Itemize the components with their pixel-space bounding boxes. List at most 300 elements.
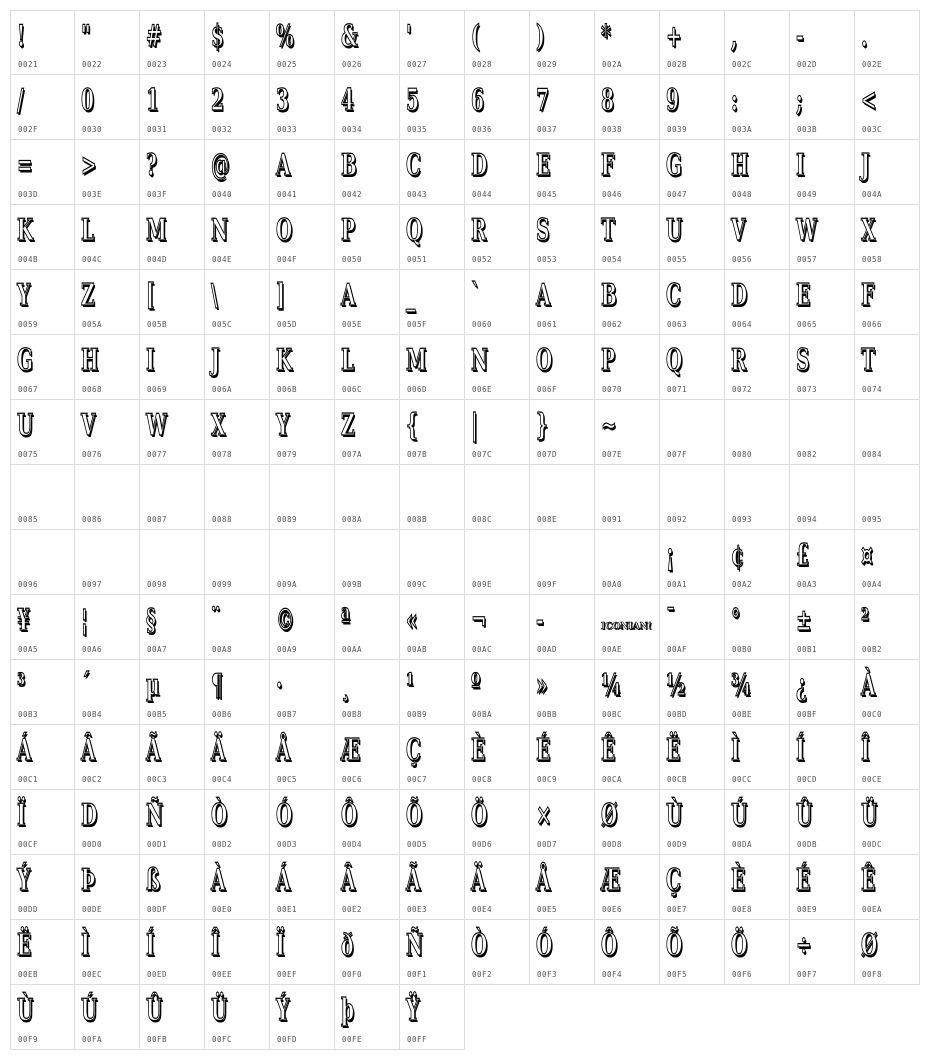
glyph-code: 00FA (82, 1035, 103, 1044)
glyph-sample (471, 538, 502, 574)
glyph-code: 0027 (407, 60, 428, 69)
glyph-code: 00AA (342, 645, 363, 654)
glyph-sample: ) (536, 19, 545, 54)
glyph-cell (595, 855, 660, 920)
glyph-cell (725, 140, 790, 205)
glyph-cell (855, 595, 920, 660)
glyph-cell (140, 725, 205, 790)
glyph-sample: Ó (276, 798, 293, 833)
glyph-code: 00EA (862, 905, 883, 914)
glyph-sample: Ù (666, 798, 683, 833)
glyph-cell (855, 660, 920, 725)
glyph-code: 0045 (537, 190, 558, 199)
glyph-code: 00A9 (277, 645, 298, 654)
glyph-cell (10, 790, 75, 855)
glyph-cell (725, 725, 790, 790)
glyph-sample: L (81, 213, 95, 248)
glyph-cell (660, 205, 725, 270)
glyph-code: 0036 (472, 125, 493, 134)
glyph-cell (790, 790, 855, 855)
glyph-sample: ¨ (211, 603, 221, 638)
glyph-cell (335, 205, 400, 270)
glyph-sample (666, 473, 697, 509)
glyph-cell (140, 270, 205, 335)
glyph-sample: E (796, 278, 811, 313)
glyph-sample: Q (406, 213, 423, 248)
glyph-cell (400, 270, 465, 335)
glyph-code: 004D (147, 255, 168, 264)
glyph-sample: Ñ (406, 928, 424, 963)
glyph-code: 00D9 (667, 840, 688, 849)
glyph-code: 0072 (732, 385, 753, 394)
glyph-cell (140, 400, 205, 465)
glyph-sample: A (341, 278, 356, 313)
glyph-sample: Ø (601, 798, 618, 833)
glyph-code: 00DF (147, 905, 168, 914)
glyph-code: 0052 (472, 255, 493, 264)
glyph-code: 0071 (667, 385, 688, 394)
glyph-code: 002F (18, 125, 39, 134)
glyph-sample (666, 408, 697, 444)
glyph-sample: ¼ (601, 668, 621, 703)
glyph-code: 0092 (667, 515, 688, 524)
glyph-sample: X (861, 213, 876, 248)
glyph-cell (205, 725, 270, 790)
glyph-sample: Z (341, 408, 355, 443)
glyph-sample (276, 473, 307, 509)
glyph-cell (75, 855, 140, 920)
glyph-cell (205, 140, 270, 205)
glyph-code: 0032 (212, 125, 233, 134)
glyph-code: 00EC (82, 970, 103, 979)
glyph-code: 00E0 (212, 905, 233, 914)
glyph-cell (530, 920, 595, 985)
glyph-code: 00D0 (82, 840, 103, 849)
glyph-sample: D (731, 278, 748, 313)
glyph-sample: # (146, 19, 162, 54)
glyph-code: 009E (472, 580, 493, 589)
glyph-cell (790, 335, 855, 400)
glyph-code: 00F5 (667, 970, 688, 979)
glyph-sample: Ò (471, 928, 488, 963)
glyph-sample: · (276, 668, 283, 703)
glyph-cell (855, 465, 920, 530)
glyph-cell (10, 10, 75, 75)
glyph-sample: 8 (601, 83, 614, 118)
glyph-cell (660, 140, 725, 205)
glyph-code: 008A (342, 515, 363, 524)
glyph-code: 0089 (277, 515, 298, 524)
glyph-code: 007B (407, 450, 428, 459)
glyph-sample: U (666, 213, 683, 248)
glyph-code: 00F8 (862, 970, 883, 979)
glyph-sample: K (17, 213, 34, 248)
glyph-cell (530, 10, 595, 75)
glyph-cell (75, 725, 140, 790)
glyph-sample: Â (81, 733, 96, 768)
glyph-cell (140, 985, 205, 1050)
glyph-sample: T (601, 213, 615, 248)
glyph-sample: $ (211, 19, 224, 54)
glyph-code: 00B8 (342, 710, 363, 719)
glyph-code: 00BD (667, 710, 688, 719)
glyph-cell (595, 140, 660, 205)
glyph-cell (725, 335, 790, 400)
glyph-cell (10, 465, 75, 530)
glyph-code: 00F6 (732, 970, 753, 979)
glyph-code: 0044 (472, 190, 493, 199)
glyph-cell (725, 205, 790, 270)
glyph-sample: ¾ (731, 668, 751, 703)
glyph-code: 002A (602, 60, 623, 69)
glyph-code: 00CE (862, 775, 883, 784)
glyph-cell (530, 595, 595, 660)
glyph-cell (660, 725, 725, 790)
glyph-sample: 7 (536, 83, 549, 118)
glyph-cell (335, 660, 400, 725)
glyph-code: 0076 (82, 450, 103, 459)
glyph-cell (400, 140, 465, 205)
glyph-code: 00EB (18, 970, 39, 979)
glyph-sample: 9 (666, 83, 679, 118)
glyph-cell (140, 10, 205, 75)
glyph-cell (855, 205, 920, 270)
glyph-code: 0086 (82, 515, 103, 524)
glyph-sample: Z (81, 278, 95, 313)
glyph-sample: G (17, 343, 33, 378)
glyph-cell (400, 10, 465, 75)
glyph-code: 006A (212, 385, 233, 394)
glyph-cell (75, 465, 140, 530)
glyph-code: 002E (862, 60, 883, 69)
glyph-cell (400, 335, 465, 400)
glyph-code: 00FD (277, 1035, 298, 1044)
glyph-code: 008C (472, 515, 493, 524)
glyph-sample: Û (796, 798, 813, 833)
glyph-cell (270, 595, 335, 660)
glyph-sample: © (276, 603, 295, 638)
glyph-cell (595, 270, 660, 335)
glyph-sample: Ý (17, 863, 31, 898)
glyph-cell (400, 75, 465, 140)
glyph-cell (205, 75, 270, 140)
glyph-sample (601, 473, 632, 509)
glyph-code: 00A2 (732, 580, 753, 589)
glyph-sample (146, 473, 177, 509)
glyph-code: 0079 (277, 450, 298, 459)
glyph-cell (660, 465, 725, 530)
glyph-cell (530, 205, 595, 270)
glyph-code: 009C (407, 580, 428, 589)
glyph-code: 004B (18, 255, 39, 264)
glyph-cell (75, 335, 140, 400)
glyph-cell (660, 400, 725, 465)
glyph-cell (855, 790, 920, 855)
glyph-code: 00BF (797, 710, 818, 719)
glyph-cell (465, 920, 530, 985)
glyph-code: 0098 (147, 580, 168, 589)
glyph-cell (75, 920, 140, 985)
glyph-cell (140, 660, 205, 725)
glyph-cell (75, 270, 140, 335)
glyph-code: 008B (407, 515, 428, 524)
glyph-code: 00FF (407, 1035, 428, 1044)
glyph-sample (81, 473, 112, 509)
glyph-code: 0094 (797, 515, 818, 524)
glyph-code: 00A6 (82, 645, 103, 654)
glyph-code: 003E (82, 190, 103, 199)
glyph-sample: K (276, 343, 293, 378)
glyph-cell (790, 920, 855, 985)
glyph-sample: > (81, 148, 97, 183)
glyph-code: 0078 (212, 450, 233, 459)
glyph-code: 00AE (602, 645, 623, 654)
glyph-sample (276, 538, 307, 574)
glyph-cell (400, 530, 465, 595)
glyph-sample: W (146, 408, 167, 443)
glyph-code: 00DC (862, 840, 883, 849)
glyph-cell (465, 660, 530, 725)
glyph-cell (400, 595, 465, 660)
glyph-sample: [ (146, 278, 155, 313)
glyph-cell (270, 400, 335, 465)
glyph-code: 004C (82, 255, 103, 264)
glyph-code: 009A (277, 580, 298, 589)
glyph-sample: À (861, 668, 876, 703)
glyph-sample (731, 408, 762, 444)
glyph-sample: B (601, 278, 617, 313)
glyph-sample: R (471, 213, 487, 248)
glyph-sample: V (731, 213, 746, 248)
glyph-cell (855, 400, 920, 465)
glyph-sample: M (406, 343, 427, 378)
glyph-sample: 4 (341, 83, 354, 118)
glyph-code: 0039 (667, 125, 688, 134)
glyph-code: 00AD (537, 645, 558, 654)
glyph-sample: Ò (211, 798, 228, 833)
glyph-sample: " (81, 19, 91, 54)
glyph-code: 00E4 (472, 905, 493, 914)
glyph-sample: P (341, 213, 355, 248)
glyph-sample: » (536, 668, 548, 703)
glyph-code: 007E (602, 450, 623, 459)
glyph-sample: Ê (861, 863, 876, 898)
glyph-sample: Å (536, 863, 551, 898)
glyph-cell (725, 270, 790, 335)
glyph-cell (465, 790, 530, 855)
glyph-sample: ' (406, 19, 412, 54)
glyph-sample: Æ (341, 733, 361, 768)
glyph-code: 0028 (472, 60, 493, 69)
glyph-cell (855, 920, 920, 985)
glyph-cell (270, 75, 335, 140)
glyph-cell (595, 920, 660, 985)
glyph-cell (790, 465, 855, 530)
glyph-cell (660, 530, 725, 595)
glyph-cell (725, 400, 790, 465)
glyph-code: 0067 (18, 385, 39, 394)
glyph-sample: Ï (17, 798, 26, 833)
glyph-sample: W (796, 213, 817, 248)
glyph-code: 0063 (667, 320, 688, 329)
glyph-cell (205, 335, 270, 400)
glyph-cell (205, 660, 270, 725)
glyph-cell (335, 530, 400, 595)
glyph-sample: D (81, 798, 98, 833)
glyph-cell (595, 530, 660, 595)
glyph-cell (660, 920, 725, 985)
glyph-cell (270, 335, 335, 400)
glyph-code: 00D1 (147, 840, 168, 849)
glyph-cell (465, 595, 530, 660)
glyph-cell (335, 75, 400, 140)
glyph-code: 00E5 (537, 905, 558, 914)
glyph-cell (270, 270, 335, 335)
glyph-code: 0095 (862, 515, 883, 524)
glyph-code: 00DE (82, 905, 103, 914)
glyph-sample (796, 408, 827, 444)
glyph-cell (855, 725, 920, 790)
glyph-code: 00C0 (862, 710, 883, 719)
glyph-code: 006D (407, 385, 428, 394)
glyph-code: 0061 (537, 320, 558, 329)
glyph-sample: Õ (666, 928, 683, 963)
glyph-code: 00F4 (602, 970, 623, 979)
glyph-sample: Ö (471, 798, 488, 833)
glyph-sample: 3 (276, 83, 289, 118)
glyph-code: 00AF (667, 645, 688, 654)
glyph-sample: H (731, 148, 749, 183)
glyph-sample: ; (796, 83, 803, 118)
glyph-sample: @ (211, 148, 230, 183)
glyph-sample: Ü (861, 798, 878, 833)
glyph-sample: / (17, 83, 24, 118)
glyph-cell (335, 985, 400, 1050)
glyph-sample: \ (211, 278, 218, 313)
glyph-sample: ¹ (406, 668, 415, 703)
glyph-code: 00FC (212, 1035, 233, 1044)
glyph-code: 00CB (667, 775, 688, 784)
glyph-code: 0031 (147, 125, 168, 134)
glyph-code: 00BA (472, 710, 493, 719)
glyph-cell (595, 595, 660, 660)
glyph-cell (140, 75, 205, 140)
glyph-cell (530, 75, 595, 140)
glyph-sample: µ (146, 668, 160, 703)
glyph-cell (140, 920, 205, 985)
glyph-sample: R (731, 343, 747, 378)
glyph-code: 0060 (472, 320, 493, 329)
glyph-code: 0054 (602, 255, 623, 264)
glyph-sample: ICONIAN! (601, 622, 652, 632)
glyph-sample: Á (276, 863, 291, 898)
glyph-cell (140, 595, 205, 660)
glyph-sample: % (276, 19, 294, 54)
glyph-sample: Í (146, 928, 155, 963)
glyph-code: 005F (407, 320, 428, 329)
glyph-cell (205, 790, 270, 855)
glyph-code: 00ED (147, 970, 168, 979)
glyph-cell (205, 855, 270, 920)
glyph-code: 00CA (602, 775, 623, 784)
glyph-sample: Ç (666, 863, 681, 898)
glyph-cell (725, 595, 790, 660)
glyph-sample (536, 473, 567, 509)
glyph-sample: ¸ (341, 668, 351, 703)
glyph-sample: Ã (146, 733, 161, 768)
glyph-code: 0073 (797, 385, 818, 394)
glyph-sample: ² (861, 603, 870, 638)
glyph-sample (861, 408, 892, 444)
glyph-code: 0082 (797, 450, 818, 459)
glyph-code: 0096 (18, 580, 39, 589)
glyph-cell (140, 465, 205, 530)
glyph-code: 00D2 (212, 840, 233, 849)
glyph-sample: º (471, 668, 481, 703)
glyph-cell (270, 140, 335, 205)
glyph-code: 00E8 (732, 905, 753, 914)
glyph-sample (861, 473, 892, 509)
glyph-code: 00E7 (667, 905, 688, 914)
glyph-sample: + (666, 19, 682, 54)
glyph-cell (465, 335, 530, 400)
glyph-code: 00CC (732, 775, 753, 784)
glyph-sample (81, 538, 112, 574)
glyph-sample: Ë (666, 733, 681, 768)
glyph-cell (530, 790, 595, 855)
glyph-sample: Ü (211, 993, 228, 1028)
glyph-cell (530, 855, 595, 920)
glyph-sample: Ë (17, 928, 32, 963)
glyph-cell (10, 75, 75, 140)
glyph-code: 00EE (212, 970, 233, 979)
glyph-code: 00D4 (342, 840, 363, 849)
glyph-code: 0068 (82, 385, 103, 394)
glyph-cell (790, 270, 855, 335)
glyph-cell (10, 270, 75, 335)
glyph-cell (400, 465, 465, 530)
glyph-sample: I (796, 148, 805, 183)
glyph-sample: F (861, 278, 875, 313)
glyph-cell (335, 400, 400, 465)
glyph-sample: ° (731, 603, 741, 638)
glyph-code: 0025 (277, 60, 298, 69)
glyph-cell (725, 920, 790, 985)
glyph-code: 0047 (667, 190, 688, 199)
glyph-sample: A (276, 148, 291, 183)
glyph-cell (270, 725, 335, 790)
glyph-sample: À (211, 863, 226, 898)
glyph-code: 00F1 (407, 970, 428, 979)
glyph-code: 0046 (602, 190, 623, 199)
glyph-cell (335, 790, 400, 855)
glyph-sample: 5 (406, 83, 419, 118)
glyph-code: 0064 (732, 320, 753, 329)
glyph-sample: Ý (276, 993, 290, 1028)
glyph-sample: N (471, 343, 489, 378)
glyph-sample: | (471, 408, 478, 443)
glyph-code: 0057 (797, 255, 818, 264)
glyph-code: 00F9 (18, 1035, 39, 1044)
glyph-sample: Â (341, 863, 356, 898)
glyph-sample (211, 473, 242, 509)
glyph-code: 0033 (277, 125, 298, 134)
glyph-code: 0065 (797, 320, 818, 329)
glyph-sample: Ï (276, 928, 285, 963)
glyph-sample: ÷ (796, 928, 812, 963)
glyph-sample: ¡ (666, 538, 675, 573)
glyph-code: 0021 (18, 60, 39, 69)
